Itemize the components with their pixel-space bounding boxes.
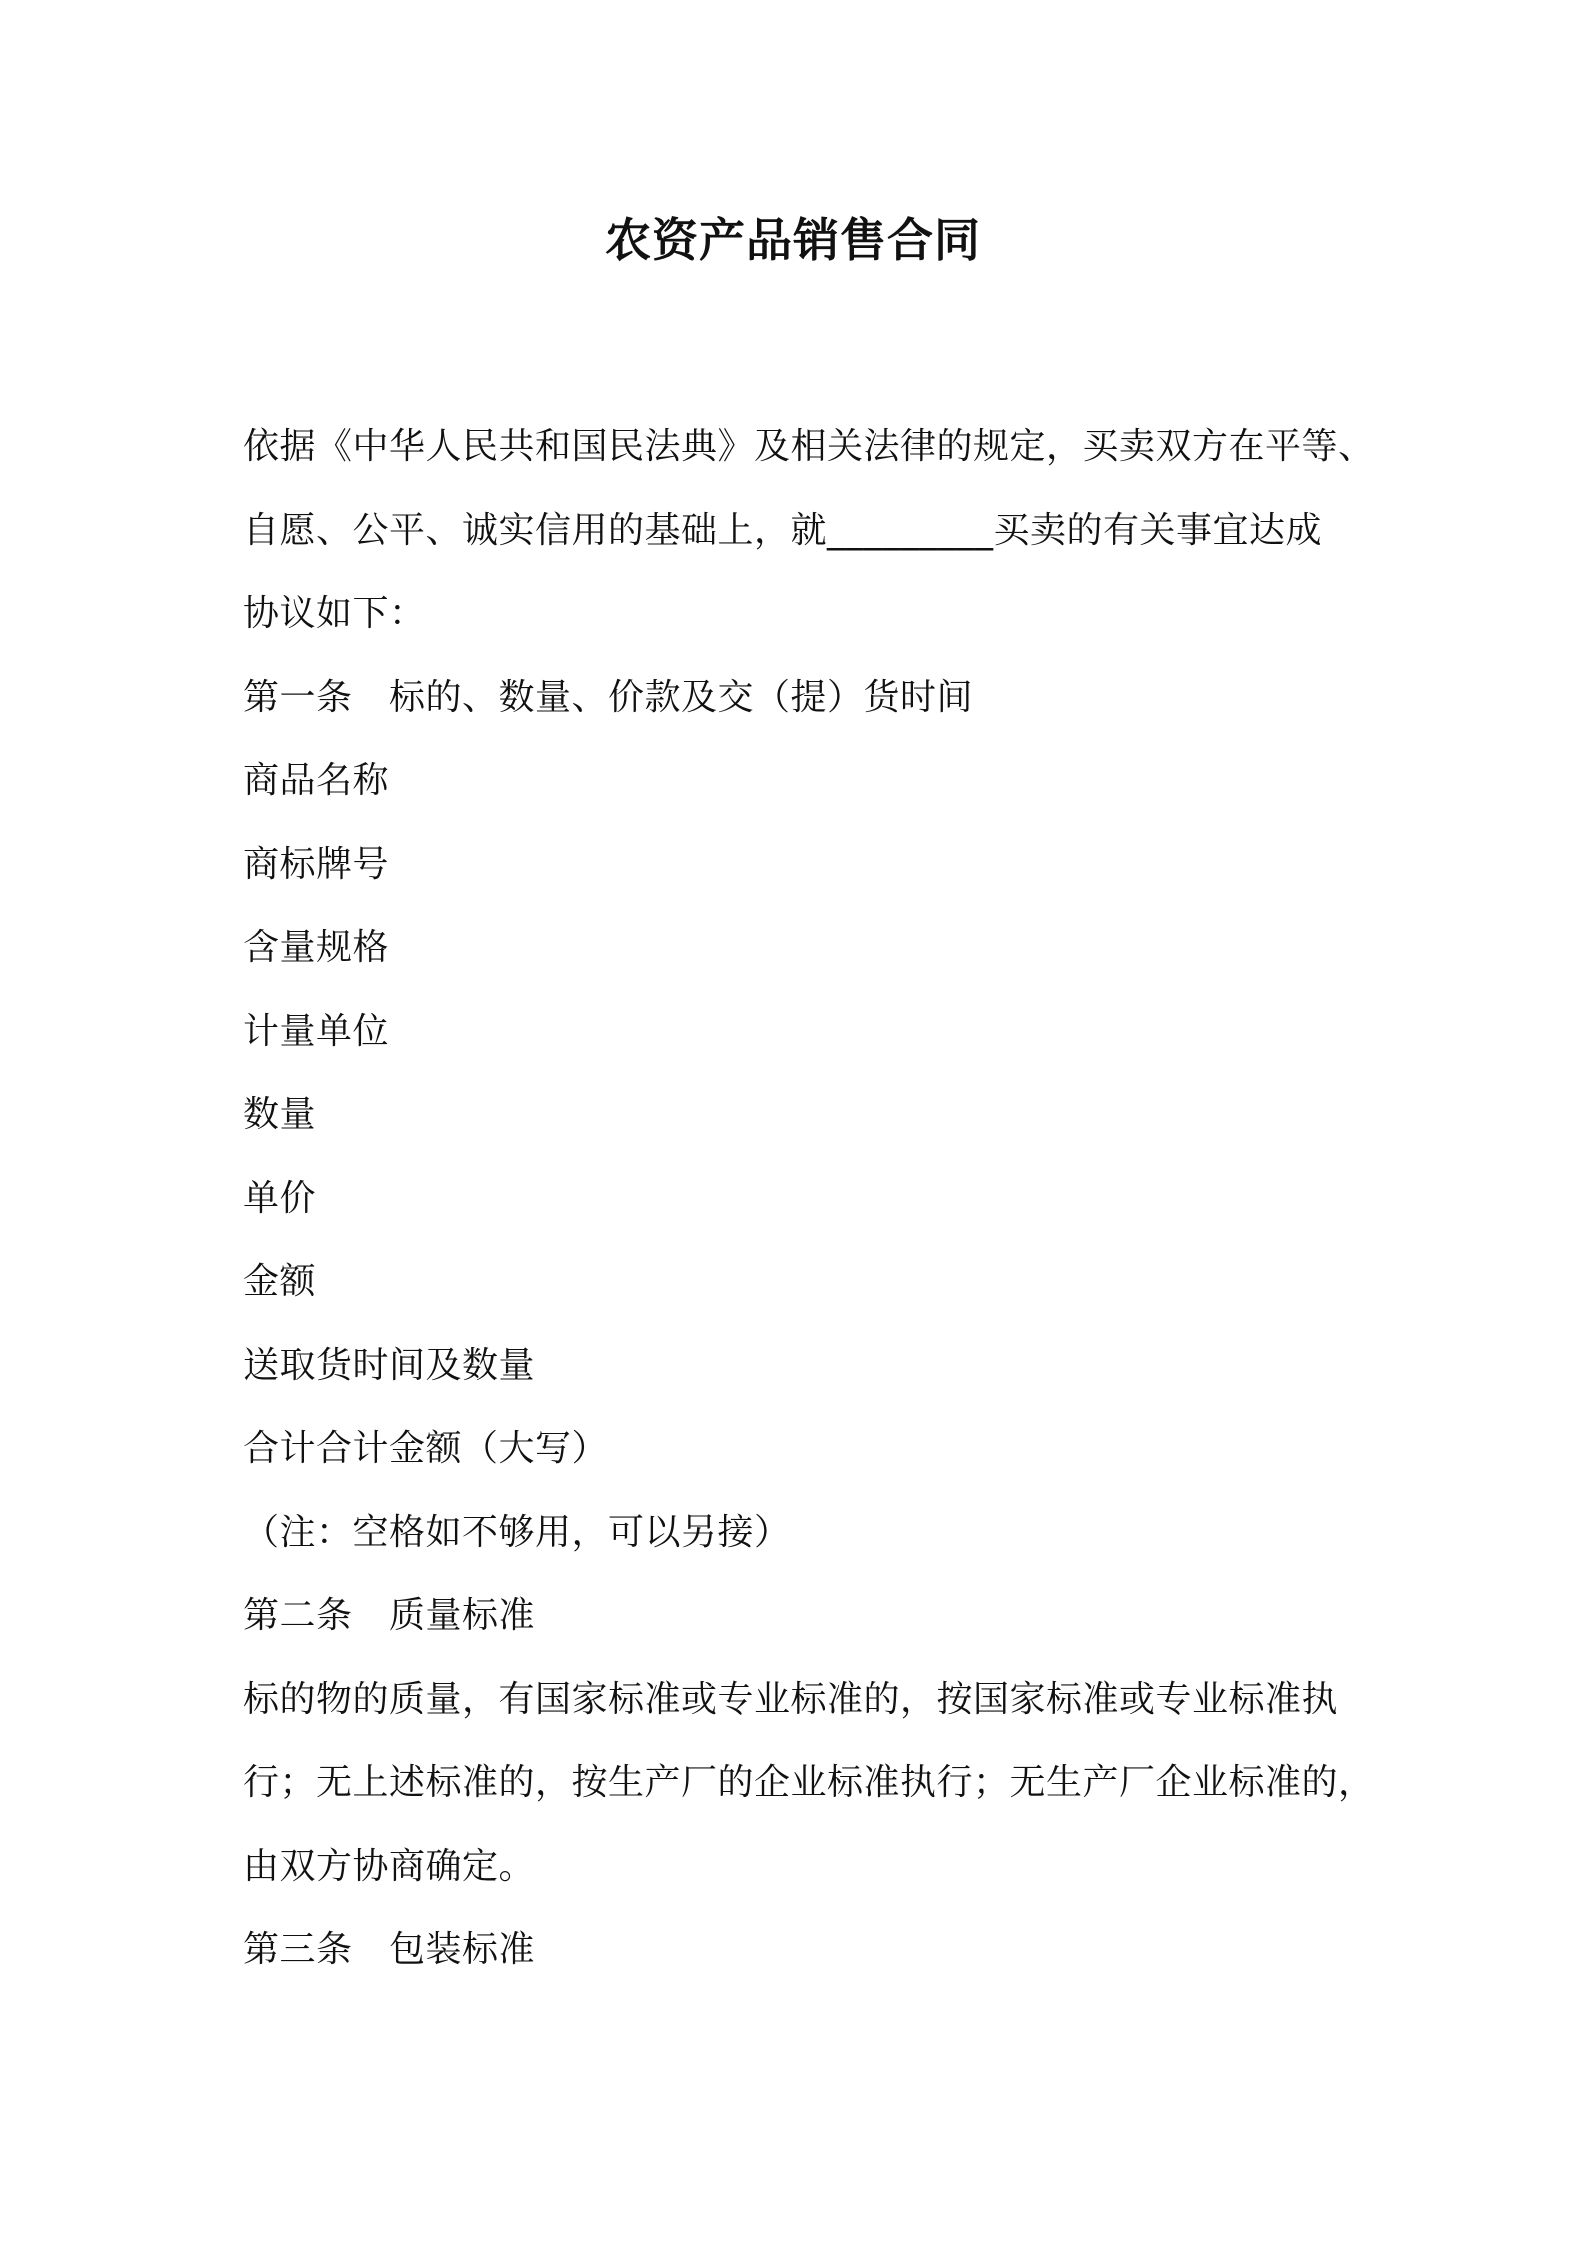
article-2-line-3: 由双方协商确定。 [243,1845,536,1887]
field-quantity: 数量 [243,1094,317,1135]
paragraph-line-3: 协议如下： [243,593,426,634]
field-unit-price: 单价 [243,1177,317,1219]
paragraph-line-2: 自愿、公平、诚实信用的基础上，就_________买卖的有关事宜达成 [243,509,1323,551]
article-3-heading: 第三条 包装标准 [243,1929,536,1970]
article-2-line-1: 标的物的质量，有国家标准或专业标准的，按国家标准或专业标准执 [243,1678,1339,1720]
document-body [243,405,1375,1992]
field-unit: 计量单位 [243,1010,390,1052]
article-2-heading: 第二条 质量标准 [243,1595,536,1636]
field-spec: 含量规格 [243,927,390,968]
article-2-line-2: 行；无上述标准的，按生产厂的企业标准执行；无生产厂企业标准的， [243,1762,1375,1803]
document-title: 农资产品销售合同 [605,213,981,267]
article-1-heading: 第一条 标的、数量、价款及交（提）货时间 [243,676,974,718]
paragraph-line-1: 依据《中华人民共和国民法典》及相关法律的规定，买卖双方在平等、 [243,426,1375,467]
field-product-name: 商品名称 [243,760,390,801]
field-trademark: 商标牌号 [243,843,390,885]
note-line: （注：空格如不够用，可以另接） [243,1511,791,1553]
field-delivery-time: 送取货时间及数量 [243,1344,536,1386]
field-amount: 金额 [243,1261,317,1302]
field-total-amount: 合计合计金额（大写） [243,1428,609,1469]
